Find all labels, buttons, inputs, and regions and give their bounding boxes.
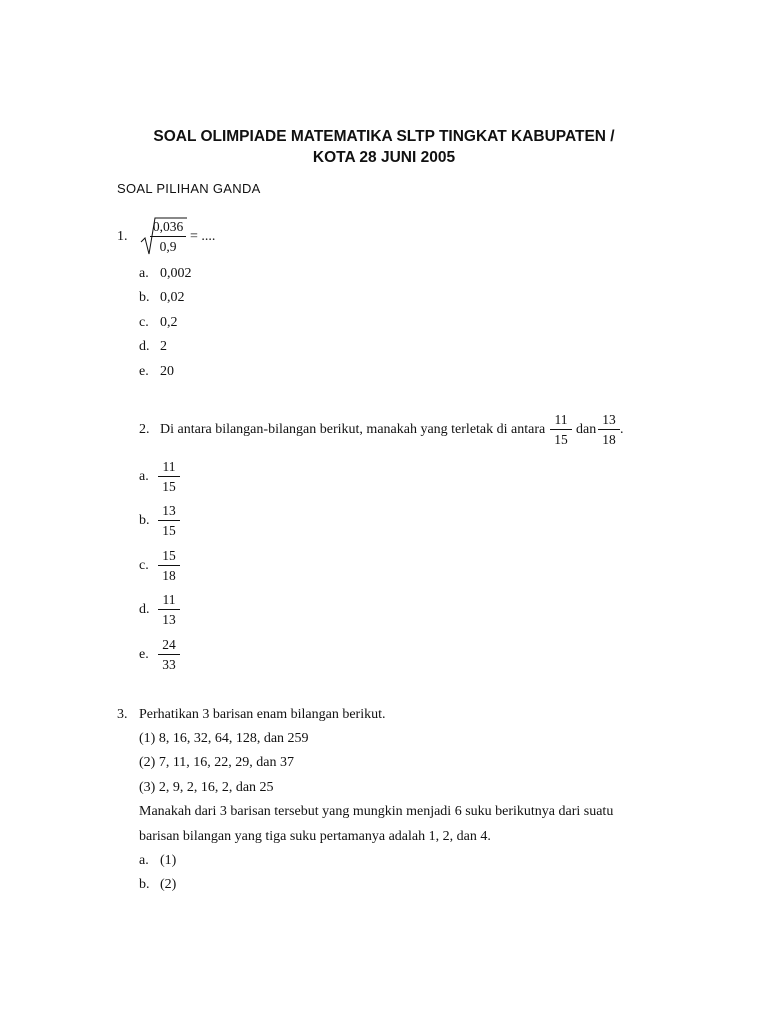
numerator: 11 [162, 592, 176, 607]
equals-dots: = .... [190, 229, 216, 244]
option-letter: a. [139, 266, 149, 281]
denominator: 15 [162, 523, 176, 538]
denominator: 15 [162, 479, 176, 494]
numerator: 15 [162, 548, 176, 563]
fraction [598, 411, 620, 448]
question-number: 3. [117, 707, 128, 722]
option-text: 0,002 [160, 266, 192, 281]
section-heading: SOAL PILIHAN GANDA [117, 181, 261, 196]
question-text: barisan bilangan yang tiga suku pertamanya adalah 1, 2, dan 4. [139, 829, 491, 844]
option-letter: c. [139, 315, 149, 330]
sequence-item: (2) 7, 11, 16, 22, 29, dan 37 [139, 755, 295, 770]
option-text: 20 [160, 364, 174, 379]
option-fraction [158, 458, 180, 495]
numerator: 11 [162, 459, 176, 474]
option-fraction [158, 502, 180, 539]
denominator: 13 [162, 612, 176, 627]
option-letter: a. [139, 469, 149, 484]
conjunction: dan [576, 422, 597, 437]
sequence-item: (3) 2, 9, 2, 16, 2, dan 25 [139, 780, 274, 795]
fraction [150, 218, 186, 255]
option-text: 2 [160, 339, 167, 354]
question-text: Di antara bilangan-bilangan berikut, manakah yang terletak di antara [160, 422, 546, 437]
denominator: 33 [162, 657, 176, 672]
numerator: 13 [602, 412, 616, 427]
question-number: 1. [117, 229, 128, 244]
question-number: 2. [139, 422, 150, 437]
option-fraction [158, 547, 180, 584]
denominator: 15 [554, 432, 568, 447]
sequence-item: (1) 8, 16, 32, 64, 128, dan 259 [139, 731, 309, 746]
square-root-expression [140, 216, 188, 258]
option-text: 0,02 [160, 290, 185, 305]
fraction [550, 411, 572, 448]
option-letter: e. [139, 364, 149, 379]
question-text: Perhatikan 3 barisan enam bilangan berikut. [139, 707, 386, 722]
option-text: (1) [160, 853, 177, 868]
option-text: (2) [160, 877, 177, 892]
option-letter: b. [139, 877, 150, 892]
numerator: 0,036 [152, 219, 184, 234]
document-title-line-2: KOTA 28 JUNI 2005 [312, 149, 456, 166]
option-letter: a. [139, 853, 149, 868]
option-letter: b. [139, 290, 150, 305]
option-letter: d. [139, 339, 150, 354]
denominator: 0,9 [159, 239, 177, 254]
sentence-end: . [620, 422, 624, 437]
option-letter: d. [139, 602, 150, 617]
question-text: Manakah dari 3 barisan tersebut yang mungkin menjadi 6 suku berikutnya dari suatu [139, 804, 614, 819]
option-letter: c. [139, 558, 149, 573]
option-letter: b. [139, 513, 150, 528]
document-title-line-1: SOAL OLIMPIADE MATEMATIKA SLTP TINGKAT KABUPATEN / [153, 128, 615, 145]
numerator: 24 [162, 637, 176, 652]
option-fraction [158, 636, 180, 673]
numerator: 13 [162, 503, 176, 518]
option-fraction [158, 591, 180, 628]
option-letter: e. [139, 647, 149, 662]
denominator: 18 [162, 568, 176, 583]
numerator: 11 [554, 412, 568, 427]
option-text: 0,2 [160, 315, 178, 330]
denominator: 18 [602, 432, 616, 447]
